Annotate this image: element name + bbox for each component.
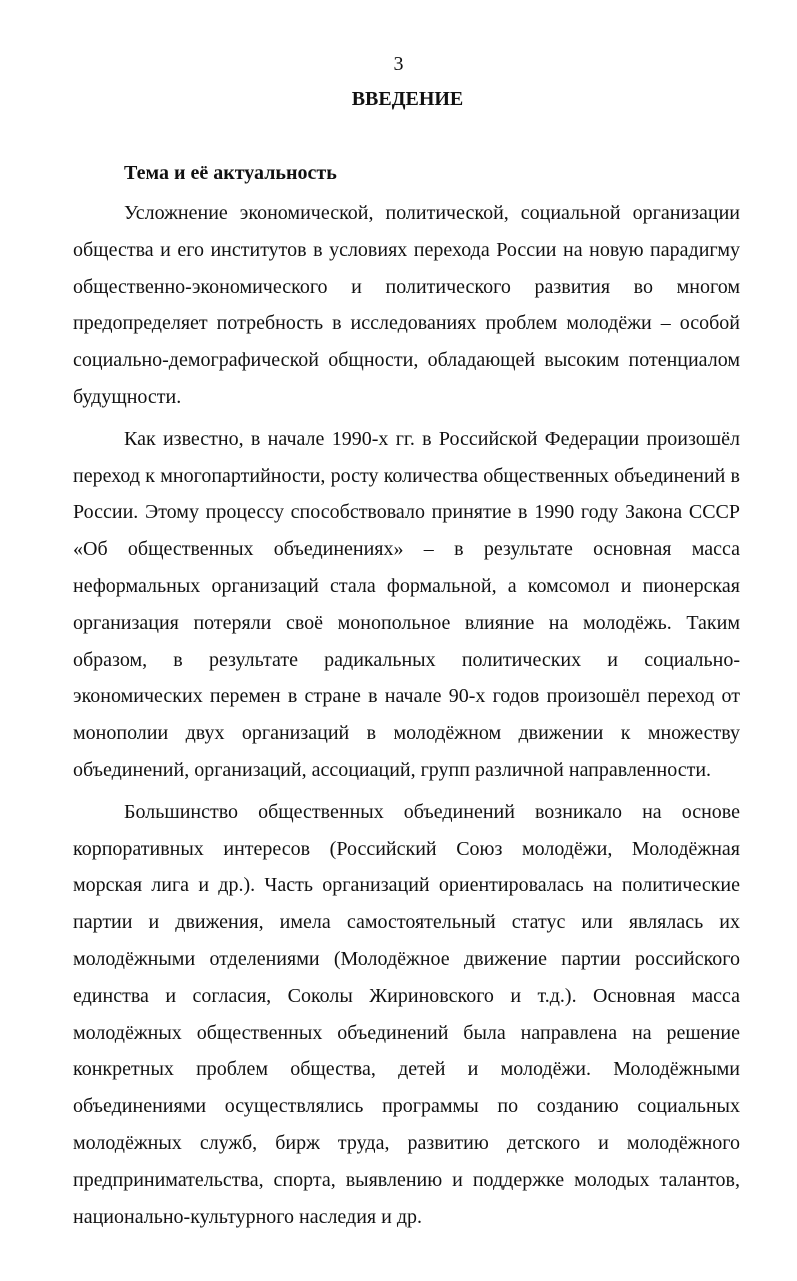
paragraph-2: Как известно, в начале 1990-х гг. в Российской Федерации произошёл переход к многопартийности, росту количества общественных объединений в России. Этому процессу способствовало принятие в 1990 году Закона СССР «Об общественных объединениях» – в результате основная масса неформальных организаций стала формальной, а комсомол и пионерская организация потеряли своё монопольное влияние на молодёжь. Таким образом, в результате радикальных политических и социально-экономических перемен в стране в начале 90-х годов произошёл переход от монополии двух организаций в молодёжном движении к множеству объединений, организаций, ассоциаций, групп различной направленности. bbox=[73, 427, 740, 781]
page-number: 3 bbox=[393, 53, 404, 75]
body-text bbox=[73, 195, 740, 1240]
paragraph-1: Усложнение экономической, политической, социальной организации общества и его институтов в условиях перехода России на новую парадигму общественно-экономического и политического развития во многом предопределяет потребность в исследованиях проблем молодёжи – особой социально-демографической общности, обладающей высоким потенциалом будущности. bbox=[73, 202, 740, 408]
paragraph-3: Большинство общественных объединений возникало на основе корпоративных интересов (Российский Союз молодёжи, Молодёжная морская лига и др.). Часть организаций ориентировалась на политические партии и движения, имела самостоятельный статус или являлась их молодёжными отделениями (Молодёжное движение партии российского единства и согласия, Соколы Жириновского и т.д.). Основная масса молодёжных общественных объединений была направлена на решение конкретных проблем общества, детей и молодёжи. Молодёжными объединениями осуществлялись программы по созданию социальных молодёжных служб, бирж труда, развитию детского и молодёжного предпринимательства, спорта, выявлению и поддержке молодых талантов, национально-культурного наследия и др. bbox=[73, 800, 740, 1228]
subsection-heading: Тема и её актуальность bbox=[124, 162, 337, 184]
section-title: ВВЕДЕНИЕ bbox=[351, 88, 464, 110]
